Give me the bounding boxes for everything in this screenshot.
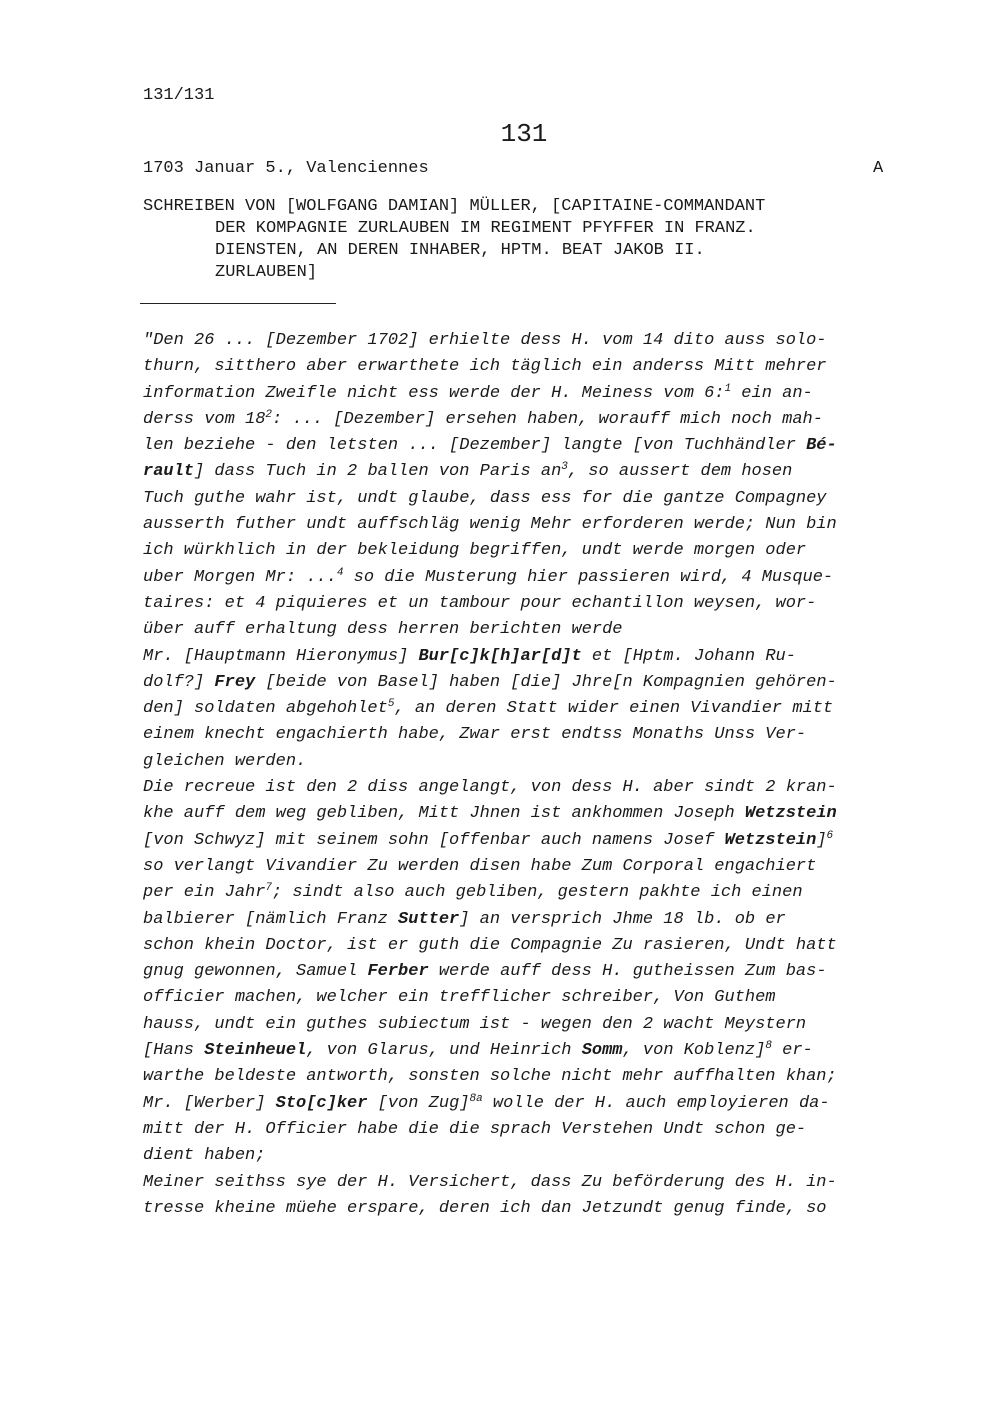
text-run: ; sindt also auch gebliben, gestern pakhte ich einen [272, 883, 803, 903]
text-line [143, 696, 913, 722]
text-line [143, 1091, 913, 1117]
text-line: taires: et 4 piquieres et un tambour pour echantillon weysen, wor- [143, 593, 817, 613]
text-run: so die Musterung hier passieren wird, 4 Musque- [343, 567, 834, 587]
text-line: ich würkhlich in der bekleidung begriffen, undt werde morgen oder [143, 541, 807, 561]
text-line: ausserth futher undt auffschläg wenig Mehr erforderen werde; Nun bin [143, 515, 837, 535]
text-line [143, 407, 913, 433]
text-run: gnug gewonnen, Samuel [143, 962, 368, 982]
text-run: er- [771, 1041, 813, 1061]
text-run: Mr. [Hauptmann Hieronymus] [143, 646, 419, 666]
text-run: , an deren Statt wider einen Vivandier mitt [394, 699, 834, 719]
text-run: ] dass Tuch in 2 ballen von Paris an [194, 462, 562, 482]
footnote-ref: 8a [469, 1092, 483, 1105]
text-line: Die recreue ist den 2 diss angelangt, von dess H. aber sindt 2 kran- [143, 778, 837, 798]
document-headline [143, 196, 903, 284]
text-run: khe auff dem weg gebliben, Mitt Jhnen ist ankhommen Joseph [143, 804, 745, 824]
footnote-ref: 3 [561, 461, 568, 474]
headline-line: ZURLAUBEN] [215, 263, 318, 282]
footnote-ref: 7 [265, 882, 273, 895]
person-name: Sto[c]ker [275, 1093, 368, 1113]
person-name: rault [143, 462, 195, 482]
text-line [143, 1038, 913, 1064]
person-name: Wetzstein [744, 804, 837, 824]
footnote-ref: 1 [724, 382, 732, 395]
text-line: mitt der H. Officier habe die die sprach Verstehen Undt schon ge- [143, 1119, 807, 1139]
text-run: balbierer [nämlich Franz [143, 909, 399, 929]
person-name: Sutter [398, 909, 460, 929]
text-line: so verlangt Vivandier Zu werden disen habe Zum Corporal engachiert [143, 856, 817, 876]
text-line: "Den 26 ... [Dezember 1702] erhielte dess H. vom 14 dito auss solo- [143, 331, 827, 350]
person-name: Frey [214, 672, 256, 692]
text-run: [beide von Basel] haben [die] Jhre[n Kompagnien gehören- [255, 672, 837, 692]
text-line [143, 381, 913, 407]
separator-rule [140, 303, 336, 304]
text-run: , von Glarus, und Heinrich [306, 1041, 582, 1061]
text-line [143, 459, 913, 485]
text-run: uber Morgen Mr: ... [143, 567, 337, 587]
text-line [143, 959, 913, 985]
text-run: len beziehe - den letsten ... [Dezember] langte [von Tuchhändler [143, 436, 807, 456]
person-name: Wetzstein [724, 830, 817, 850]
text-run: [von Schwyz] mit seinem sohn [offenbar auch namens Josef [143, 830, 725, 850]
text-line [143, 433, 913, 459]
text-line: schon khein Doctor, ist er guth die Compagnie Zu rasieren, Undt hatt [143, 935, 837, 955]
text-line: Tuch guthe wahr ist, undt glaube, dass ess for die gantze Compagney [143, 488, 827, 508]
text-run: [Hans [143, 1041, 205, 1061]
text-run: derss vom 18 [143, 409, 266, 429]
person-name: Bé- [806, 436, 837, 456]
text-line: hauss, undt ein guthes subiectum ist - wegen den 2 wacht Meystern [143, 1014, 807, 1034]
text-line [143, 880, 913, 906]
letter-body [143, 328, 913, 1222]
date-place-line: 1703 Januar 5., Valenciennes [143, 159, 429, 178]
text-line: tresse kheine müehe erspare, deren ich dan Jetzundt genug finde, so [143, 1198, 827, 1218]
text-run: : ... [Dezember] ersehen haben, worauff mich noch mah- [272, 409, 823, 429]
person-name: Steinheuel [204, 1041, 307, 1061]
footnote-ref: 4 [336, 566, 344, 579]
text-run: den] soldaten abgehohlet [143, 699, 388, 719]
person-name: Ferber [367, 962, 429, 982]
text-line: gleichen werden. [143, 751, 307, 771]
text-line: thurn, sitthero aber erwarthete ich täglich ein anderss Mitt mehrer [143, 357, 827, 377]
text-line [143, 644, 913, 670]
text-run: ] [816, 830, 827, 850]
headline-line: SCHREIBEN VON [WOLFGANG DAMIAN] MÜLLER, [CAPITAINE-COMMANDANT [143, 197, 766, 216]
text-run: information Zweifle nicht ess werde der H. Meiness vom 6: [143, 383, 725, 403]
text-run: wolle der H. auch employieren da- [482, 1093, 830, 1113]
text-run: werde auff dess H. gutheissen Zum bas- [428, 962, 827, 982]
text-line [143, 801, 913, 827]
text-line: über auff erhaltung dess herren berichten werde [143, 620, 623, 640]
footnote-ref: 6 [826, 829, 834, 842]
text-run: ein an- [731, 383, 813, 403]
text-run: , von Koblenz] [622, 1041, 766, 1061]
headline-line: DER KOMPAGNIE ZURLAUBEN IM REGIMENT PFYFFER IN FRANZ. [215, 219, 756, 238]
text-line: einem knecht engachierth habe, Zwar erst endtss Monaths Unss Ver- [143, 725, 807, 745]
text-run: , so aussert dem hosen [567, 462, 793, 482]
person-name: Bur[c]k[h]ar[d]t [418, 646, 582, 666]
text-line [143, 565, 913, 591]
text-line [143, 907, 913, 933]
page-reference: 131/131 [143, 86, 215, 105]
text-line: officier machen, welcher ein trefflicher schreiber, Von Guthem [143, 988, 776, 1008]
headline-line: DIENSTEN, AN DEREN INHABER, HPTM. BEAT JAKOB II. [215, 241, 705, 260]
text-run: dolf?] [143, 672, 215, 692]
text-run: per ein Jahr [143, 883, 266, 903]
text-line: warthe beldeste antworth, sonsten solche nicht mehr auffhalten khan; [143, 1067, 837, 1087]
document-type-marker: A [873, 159, 884, 178]
text-line [143, 828, 913, 854]
document-number: 131 [500, 119, 548, 149]
text-line [143, 670, 913, 696]
person-name: Somm [581, 1041, 623, 1061]
text-line: Meiner seithss sye der H. Versichert, dass Zu beförderung des H. in- [143, 1172, 837, 1192]
footnote-ref: 2 [265, 408, 273, 421]
footnote-ref: 8 [765, 1040, 772, 1053]
text-run: Mr. [Werber] [143, 1093, 276, 1113]
footnote-ref: 5 [387, 698, 395, 711]
text-line: dient haben; [143, 1146, 266, 1166]
text-run: ] an versprich Jhme 18 lb. ob er [459, 909, 786, 929]
text-run: [von Zug] [367, 1093, 470, 1113]
text-run: et [Hptm. Johann Ru- [581, 646, 796, 666]
